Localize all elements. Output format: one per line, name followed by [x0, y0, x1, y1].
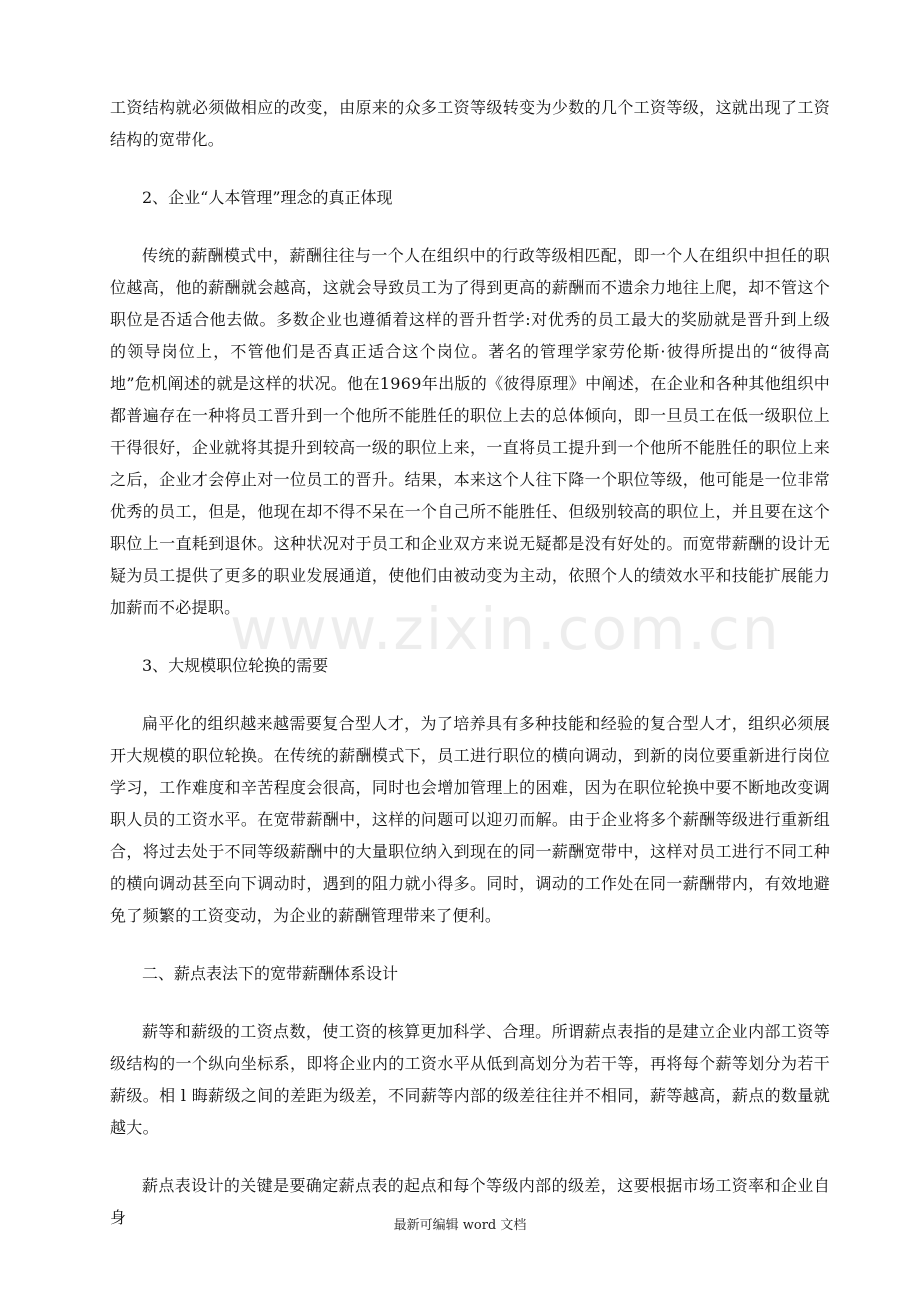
page-footer: 最新可编辑 word 文档	[393, 1218, 527, 1233]
heading-human-management: 2、企业“人本管理”理念的真正体现	[142, 188, 393, 207]
paragraph-job-rotation: 扁平化的组织越来越需要复合型人才，为了培养具有多种技能和经验的复合型人才，组织必须展开大规模的职位轮换。在传统的薪酬模式下，员工进行职位的横向调动，到新的岗位要重新进行岗位学习，工作难度和辛苦程度会很高，同时也会增加管理上的困难，因为在职位轮换中要不断地改变调职人员的工资水平。在宽带薪酬中，这样的问题可以迎刃而解。由于企业将多个薪酬等级进行重新组合，将过去处于不同等级薪酬中的大量职位纳入到现在的同一薪酬宽带中，这样对员工进行不同工种的横向调动甚至向下调动时，遇到的阻力就小得多。同时，调动的工作处在同一薪酬带内，有效地避免了频繁的工资变动，为企业的薪酬管理带来了便利。	[110, 714, 830, 925]
paragraph-salary-table-design: 薪点表设计的关键是要确定薪点表的起点和每个等级内部的级差，这要根据市场工资率和企业自身	[110, 1176, 830, 1227]
heading-job-rotation: 3、大规模职位轮换的需要	[142, 656, 329, 675]
heading-section-two: 二、薪点表法下的宽带薪酬体系设计	[142, 964, 399, 983]
paragraph-salary-points: 薪等和薪级的工资点数，使工资的核算更加科学、合理。所谓薪点表指的是建立企业内部工资等级结构的一个纵向坐标系，即将企业内的工资水平从低到高划分为若干等，再将每个薪等划分为若干薪级。相 l 晦薪级之间的差距为级差，不同薪等内部的级差往往并不相同，薪等越高，薪点的数量就越大。	[110, 1022, 830, 1137]
document-body	[110, 92, 830, 1234]
paragraph-peter-principle: 传统的薪酬模式中，薪酬往往与一个人在组织中的行政等级相匹配，即一个人在组织中担任的职位越高，他的薪酬就会越高，这就会导致员工为了得到更高的薪酬而不遗余力地往上爬，却不管这个职位是否适合他去做。多数企业也遵循着这样的晋升哲学:对优秀的员工最大的奖励就是晋升到上级的领导岗位上，不管他们是否真正适合这个岗位。著名的管理学家劳伦斯·彼得所提出的“彼得高地”危机阐述的就是这样的状况。他在1969年出版的《彼得原理》中阐述，在企业和各种其他组织中都普遍存在一种将员工晋升到一个他所不能胜任的职位上去的总体倾向，即一旦员工在低一级职位上干得很好，企业就将其提升到较高一级的职位上来，一直将员工提升到一个他所不能胜任的职位上来之后，企业才会停止对一位员工的晋升。结果，本来这个人往下降一个职位等级，他可能是一位非常优秀的员工，但是，他现在却不得不呆在一个自己所不能胜任、但级别较高的职位上，并且要在这个职位上一直耗到退休。这种状况对于员工和企业双方来说无疑都是没有好处的。而宽带薪酬的设计无疑为员工提供了更多的职业发展通道，使他们由被动变为主动，依照个人的绩效水平和技能扩展能力加薪而不必提职。	[110, 246, 830, 617]
paragraph-continued: 工资结构就必须做相应的改变，由原来的众多工资等级转变为少数的几个工资等级，这就出现了工资结构的宽带化。	[110, 98, 830, 149]
watermark: www.zixin.com.cn	[230, 595, 781, 663]
